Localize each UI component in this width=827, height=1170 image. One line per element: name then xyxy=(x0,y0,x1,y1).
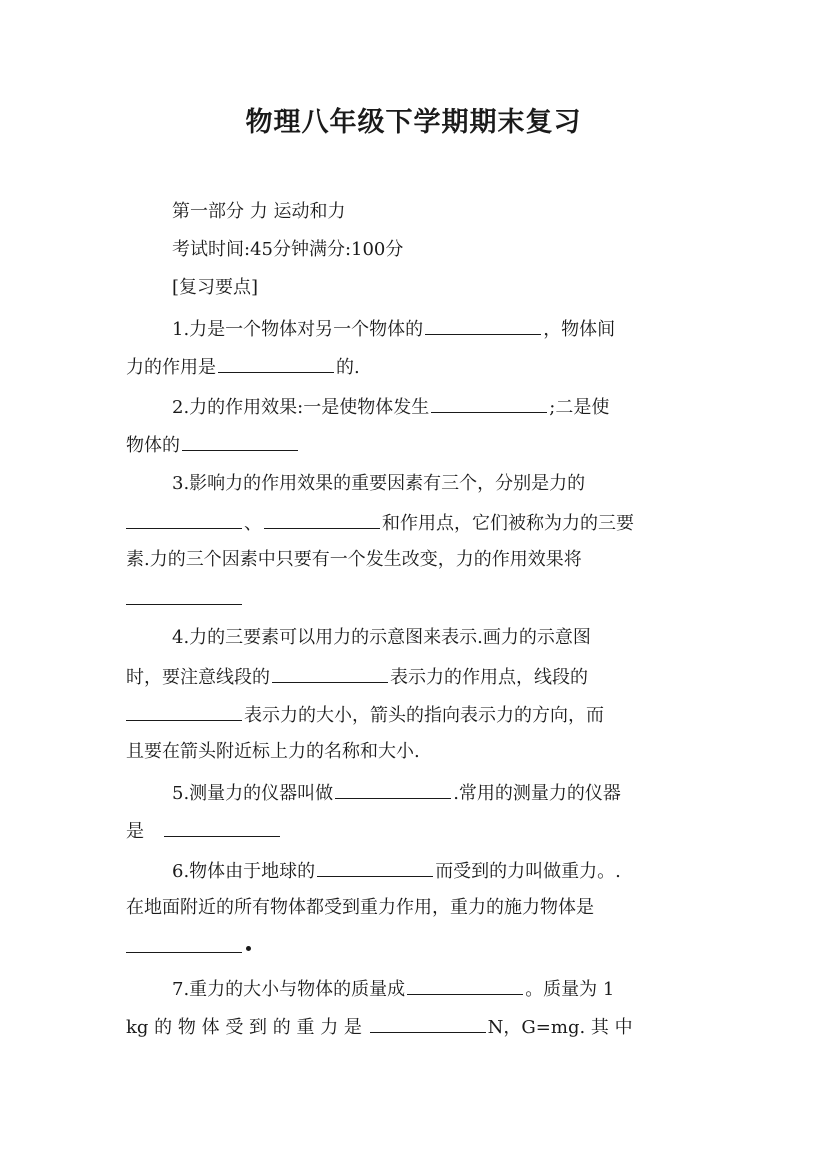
text-segment: 1.力是一个物体对另一个物体的 xyxy=(172,319,424,340)
question-6-line-2: 在地面附近的所有物体都受到重力作用，重力的施力物体是 xyxy=(126,897,594,918)
exam-info: 考试时间:45分钟满分:100分 xyxy=(172,239,404,260)
question-5-line-1 xyxy=(172,780,621,806)
key-points-label: [复习要点] xyxy=(172,277,259,298)
question-3-line-3: 素.力的三个因素中只要有一个发生改变，力的作用效果将 xyxy=(126,549,582,570)
text-segment: 而受到的力叫做重力。. xyxy=(435,861,621,882)
section-heading: 第一部分 力 运动和力 xyxy=(172,201,346,222)
text-segment: 是 xyxy=(126,821,144,842)
answer-blank[interactable] xyxy=(126,934,242,953)
question-3-line-2 xyxy=(126,510,634,536)
answer-blank[interactable] xyxy=(425,316,541,335)
text-segment: 6.物体由于地球的 xyxy=(172,861,316,882)
question-5-line-2 xyxy=(126,818,282,844)
answer-blank[interactable] xyxy=(164,818,280,837)
question-1-line-1 xyxy=(172,316,615,342)
text-segment: 5.测量力的仪器叫做 xyxy=(172,783,334,804)
page-title: 物理八年级下学期期末复习 xyxy=(245,107,582,138)
text-segment: 、 xyxy=(244,513,262,534)
question-3-line-1: 3.影响力的作用效果的重要因素有三个，分别是力的 xyxy=(172,473,586,494)
answer-blank[interactable] xyxy=(317,858,433,877)
text-segment: 力的作用是 xyxy=(126,357,216,378)
text-segment: 7.重力的大小与物体的质量成 xyxy=(172,979,406,1000)
question-4-line-3 xyxy=(126,702,604,728)
question-1-line-2 xyxy=(126,354,360,380)
text-segment: kg 的 物 体 受 到 的 重 力 是 xyxy=(126,1017,362,1038)
answer-blank[interactable] xyxy=(182,432,298,451)
text-segment: ;二是使 xyxy=(549,397,610,418)
question-4-line-4: 且要在箭头附近标上力的名称和大小. xyxy=(126,741,420,762)
question-4-line-2 xyxy=(126,664,588,690)
text-segment: 2.力的作用效果:一是使物体发生 xyxy=(172,397,430,418)
answer-blank[interactable] xyxy=(126,702,242,721)
answer-blank[interactable] xyxy=(126,510,242,529)
answer-blank[interactable] xyxy=(126,586,242,605)
question-7-line-2 xyxy=(126,1014,633,1040)
answer-blank[interactable] xyxy=(264,510,380,529)
text-segment: 和作用点，它们被称为力的三要 xyxy=(382,513,634,534)
question-2-line-2 xyxy=(126,432,300,458)
answer-blank[interactable] xyxy=(370,1014,486,1033)
answer-blank[interactable] xyxy=(431,394,547,413)
answer-blank[interactable] xyxy=(218,354,334,373)
answer-blank[interactable] xyxy=(335,780,451,799)
question-2-line-1 xyxy=(172,394,609,420)
question-4-line-1: 4.力的三要素可以用力的示意图来表示.画力的示意图 xyxy=(172,627,591,648)
question-6-line-3 xyxy=(126,934,251,960)
answer-blank[interactable] xyxy=(272,664,388,683)
answer-blank[interactable] xyxy=(407,976,523,995)
text-segment: 表示力的作用点，线段的 xyxy=(390,667,588,688)
question-6-line-1 xyxy=(172,858,621,884)
text-segment: N，G=mg. 其 中 xyxy=(487,1017,633,1038)
text-segment: 物体的 xyxy=(126,435,180,456)
question-3-line-4 xyxy=(126,586,244,612)
text-segment: 的. xyxy=(336,357,360,378)
text-segment: 时，要注意线段的 xyxy=(126,667,270,688)
text-segment: ，物体间 xyxy=(543,319,616,340)
text-segment: .常用的测量力的仪器 xyxy=(453,783,621,804)
bullet-dot xyxy=(246,946,251,951)
text-segment: 表示力的大小，箭头的指向表示力的方向，而 xyxy=(244,705,604,726)
text-segment: 。质量为 1 xyxy=(525,979,615,1000)
question-7-line-1 xyxy=(172,976,614,1002)
